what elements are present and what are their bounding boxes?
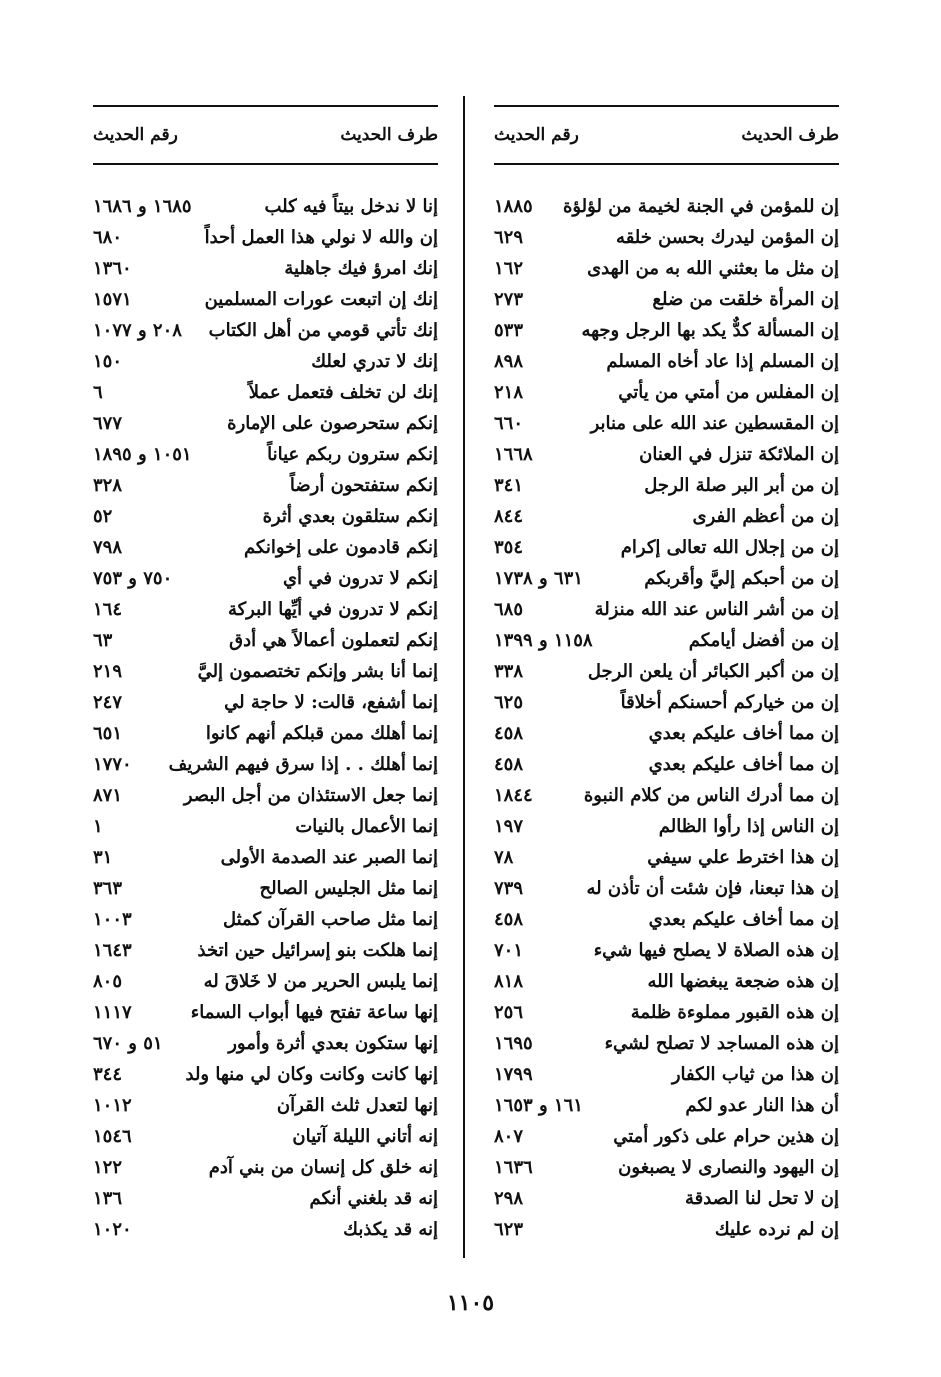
index-entry [494,1152,839,1183]
hadith-number: ٤٥٨ [494,723,524,744]
index-entry [494,346,839,377]
hadith-number: ٣٤٤ [93,1064,123,1085]
hadith-title: إنما أهلك ممن قبلكم أنهم كانوا [205,723,438,744]
index-entry [93,377,438,408]
hadith-number: ٣١ [93,847,113,868]
hadith-number: ١٠٢٠ [93,1219,132,1240]
hadith-number: ١٠٥١ و ١٨٩٥ [93,444,192,465]
index-entry [93,191,438,222]
index-entry [494,439,839,470]
title-header: طرف الحديث [340,125,438,145]
index-entry [494,315,839,346]
hadith-number: ٧٥٠ و ٧٥٣ [93,568,173,589]
hadith-title: إنما مثل الجليس الصالح [259,878,438,899]
hadith-number: ٥٢ [93,506,113,527]
index-entry [494,935,839,966]
right-index-column [494,105,839,1245]
hadith-number: ١٦١ و ١٦٥٣ [494,1095,583,1116]
hadith-title: إن الناس إذا رأوا الظالم [658,816,839,837]
index-entry [93,563,438,594]
hadith-title: إن مثل ما بعثني الله به من الهدى [587,258,839,279]
index-entry [93,532,438,563]
hadith-title: إن المؤمن ليدرك بحسن خلقه [616,227,839,248]
hadith-title: إنما الصبر عند الصدمة الأولى [220,847,438,868]
index-entry [494,1059,839,1090]
hadith-title: إنكم قادمون على إخوانكم [243,537,438,558]
hadith-number: ٢٠٨ و ١٠٧٧ [93,320,182,341]
hadith-title: إن من خياركم أحسنكم أخلاقاً [620,692,839,713]
hadith-title: إن لم نرده عليك [714,1219,839,1240]
hadith-title: إنه أتاني الليلة آتيان [292,1126,438,1147]
hadith-number: ١٦٩٥ [494,1033,533,1054]
index-entry [494,904,839,935]
index-entry [93,346,438,377]
hadith-number: ٢٧٣ [494,289,524,310]
hadith-title: إنما أهلك . . إذا سرق فيهم الشريف [168,754,438,775]
index-entry [93,1059,438,1090]
hadith-title: إن مما أخاف عليكم بعدي [648,754,839,775]
index-entry [93,1183,438,1214]
hadith-title: إنه قد بلغني أنكم [309,1188,438,1209]
hadith-title: إن هذه القبور مملوءة ظلمة [630,1002,839,1023]
hadith-title: إن من أكبر الكبائر أن يلعن الرجل [587,661,839,682]
column-header [93,107,438,165]
index-entry [494,222,839,253]
hadith-number: ١ [93,816,103,837]
index-entry [494,408,839,439]
index-entry [494,997,839,1028]
index-entry [494,625,839,656]
index-entry [93,718,438,749]
index-entry [93,501,438,532]
hadith-number: ١٦٦٨ [494,444,533,465]
index-entry [494,966,839,997]
hadith-number: ٧٠١ [494,940,524,961]
hadith-title: إنكم لتعملون أعمالاً هي أدق [229,630,438,651]
hadith-number: ٧٨ [494,847,514,868]
hadith-title: إنكم لا تدرون في أيِّها البركة [227,599,438,620]
hadith-title: إنما جعل الاستئذان من أجل البصر [183,785,438,806]
hadith-title: إن من أعظم الفرى [692,506,839,527]
number-header: رقم الحديث [93,125,178,145]
hadith-number: ١٥٧١ [93,289,132,310]
hadith-title: إنكم ستحرصون على الإمارة [227,413,438,434]
hadith-title: إن للمؤمن في الجنة لخيمة من لؤلؤة [562,196,839,217]
index-entry [93,873,438,904]
hadith-number: ١٦٨٥ و ١٦٨٦ [93,196,192,217]
hadith-number: ٣٣٨ [494,661,524,682]
hadith-number: ٨٠٧ [494,1126,524,1147]
hadith-title: إنا لا ندخل بيتاً فيه كلب [264,196,438,217]
index-entry [93,904,438,935]
hadith-number: ٦٥١ [93,723,123,744]
index-entry [93,997,438,1028]
hadith-number: ٨٤٤ [494,506,524,527]
hadith-number: ٧٣٩ [494,878,524,899]
hadith-number: ٥٣٣ [494,320,524,341]
hadith-title: إنك لا تدري لعلك [311,351,438,372]
index-entry [93,656,438,687]
index-entry [93,284,438,315]
hadith-title: إنها لتعدل ثلث القرآن [276,1095,438,1116]
hadith-number: ٦٢٣ [494,1219,524,1240]
hadith-title: إنما أنا بشر وإنكم تختصمون إليَّ [197,661,438,682]
hadith-number: ٣٦٣ [93,878,123,899]
hadith-number: ٦٣١ و ١٧٣٨ [494,568,583,589]
hadith-number: ٢١٨ [494,382,524,403]
hadith-title: إن من أفضل أيامكم [688,630,839,651]
hadith-title: إن هذا اخترط علي سيفي [647,847,839,868]
hadith-number: ١٠١٢ [93,1095,132,1116]
index-entry [494,1028,839,1059]
index-entry [93,408,438,439]
index-entry [93,749,438,780]
hadith-number: ١٣٦٠ [93,258,132,279]
hadith-title: إن والله لا نولي هذا العمل أحداً [204,227,438,248]
hadith-number: ٦٧٧ [93,413,123,434]
index-entry [494,1214,839,1245]
hadith-title: إن من أحبكم إليَّ وأقربكم [644,568,839,589]
hadith-number: ٨٩٨ [494,351,524,372]
index-entry [494,501,839,532]
index-entry [93,253,438,284]
hadith-title: إنكم سترون ربكم عياناً [267,444,438,465]
hadith-number: ٤٥٨ [494,754,524,775]
hadith-title: إنما هلكت بنو إسرائيل حين اتخذ [197,940,438,961]
hadith-title: إنك تأتي قومي من أهل الكتاب [208,320,438,341]
index-entry [494,1121,839,1152]
hadith-title: إنه قد يكذبك [343,1219,438,1240]
hadith-number: ١٥٤٦ [93,1126,132,1147]
hadith-number: ٤٥٨ [494,909,524,930]
hadith-title: إنه خلق كل إنسان من بني آدم [208,1157,438,1178]
index-entry [93,935,438,966]
hadith-number: ١٠٠٣ [93,909,132,930]
index-entry [93,222,438,253]
index-entry [494,1090,839,1121]
index-entry [494,470,839,501]
hadith-title: إنها ساعة تفتح فيها أبواب السماء [190,1002,438,1023]
index-entry [93,1028,438,1059]
hadith-title: إنما أشفع، قالت: لا حاجة لي [224,692,438,713]
hadith-number: ٢١٩ [93,661,123,682]
hadith-number: ٢٤٧ [93,692,123,713]
index-entry [93,687,438,718]
hadith-number: ٢٩٨ [494,1188,524,1209]
hadith-number: ٦٢٥ [494,692,524,713]
index-entry [494,563,839,594]
column-header [494,107,839,165]
hadith-number: ٦٢٩ [494,227,524,248]
hadith-title: إن لا تحل لنا الصدقة [684,1188,839,1209]
index-entry [93,470,438,501]
column-divider [463,96,465,1258]
title-header: طرف الحديث [741,125,839,145]
hadith-title: إن هذه المساجد لا تصلح لشيء [604,1033,839,1054]
hadith-title: إنك امرؤ فيك جاهلية [284,258,438,279]
index-entry [494,718,839,749]
hadith-number: ٧٩٨ [93,537,123,558]
hadith-number: ٢٥٦ [494,1002,524,1023]
index-entry [494,811,839,842]
hadith-title: إن المفلس من أمتي من يأتي [618,382,839,403]
index-entry [494,532,839,563]
hadith-number: ٨١٨ [494,971,524,992]
hadith-title: إن هذين حرام على ذكور أمتي [613,1126,839,1147]
index-entry [93,1152,438,1183]
hadith-title: إن هذا تبعنا، فإن شئت أن تأذن له [586,878,839,899]
index-entry [494,191,839,222]
hadith-number: ١٦٤٣ [93,940,132,961]
hadith-number: ١١٥٨ و ١٣٩٩ [494,630,593,651]
hadith-number: ١٨٨٥ [494,196,533,217]
hadith-number: ١٥٠ [93,351,123,372]
hadith-number: ١٩٧ [494,816,524,837]
hadith-number: ١٦٢ [494,258,524,279]
hadith-title: إن هذه ضجعة يبغضها الله [647,971,839,992]
hadith-number: ١٣٦ [93,1188,123,1209]
hadith-title: إن مما أخاف عليكم بعدي [648,723,839,744]
hadith-title: إن هذه الصلاة لا يصلح فيها شيء [593,940,839,961]
hadith-title: إنكم ستلقون بعدي أثرة [262,506,438,527]
index-entry [494,253,839,284]
index-entry [93,594,438,625]
index-entry [93,966,438,997]
hadith-title: إنما مثل صاحب القرآن كمثل [222,909,438,930]
hadith-number: ٨٠٥ [93,971,123,992]
hadith-title: إن مما أدرك الناس من كلام النبوة [583,785,839,806]
hadith-number: ١٨٤٤ [494,785,533,806]
hadith-title: إن مما أخاف عليكم بعدي [648,909,839,930]
hadith-number: ٦ [93,382,103,403]
index-entry [93,780,438,811]
index-entry [494,749,839,780]
hadith-number: ٣٢٨ [93,475,123,496]
index-entry [93,439,438,470]
hadith-title: إن المسألة كدٌّ يكد بها الرجل وجهه [581,320,839,341]
hadith-title: إنها كانت وكانت وكان لي منها ولد [185,1064,438,1085]
hadith-title: إنها ستكون بعدي أثرة وأمور [228,1033,438,1054]
hadith-number: ٦٦٠ [494,413,524,434]
hadith-title: إنما يلبس الحرير من لا خَلاقَ له [203,971,438,992]
hadith-title: إنك إن اتبعت عورات المسلمين [204,289,438,310]
hadith-number: ٣٤١ [494,475,524,496]
index-entry [494,656,839,687]
hadith-title: إن المقسطين عند الله على منابر [590,413,839,434]
hadith-number: ١٢٢ [93,1157,123,1178]
index-entry [93,811,438,842]
index-entry [494,842,839,873]
hadith-title: إن المسلم إذا عاد أخاه المسلم [606,351,839,372]
hadith-title: إن من أبر البر صلة الرجل [644,475,839,496]
hadith-title: إنكم ستفتحون أرضاً [289,475,438,496]
hadith-number: ٦٨٠ [93,227,123,248]
index-entry [93,625,438,656]
hadith-number: ١١١٧ [93,1002,132,1023]
index-entry [93,1121,438,1152]
entry-list [93,191,438,1245]
index-entry [93,842,438,873]
hadith-number: ١٧٧٠ [93,754,132,775]
hadith-title: إن من إجلال الله تعالى إكرام [620,537,839,558]
index-entry [93,1214,438,1245]
hadith-title: إنك لن تخلف فتعمل عملاً [248,382,438,403]
hadith-title: إنكم لا تدرون في أي [282,568,438,589]
entry-list [494,191,839,1245]
hadith-number: ٥١ و ٦٧٠ [93,1033,163,1054]
hadith-number: ١٧٩٩ [494,1064,533,1085]
hadith-number: ٨٧١ [93,785,123,806]
index-entry [494,873,839,904]
hadith-number: ٦٨٥ [494,599,524,620]
hadith-title: إنما الأعمال بالنيات [295,816,438,837]
index-entry [494,780,839,811]
hadith-title: أن هذا النار عدو لكم [685,1095,839,1116]
index-entry [494,687,839,718]
hadith-number: ١٦٣٦ [494,1157,533,1178]
page-number: ١١٠٥ [446,1290,495,1316]
index-entry [494,284,839,315]
index-entry [93,1090,438,1121]
hadith-title: إن هذا من ثياب الكفار [671,1064,839,1085]
hadith-number: ١٦٤ [93,599,123,620]
index-entry [494,377,839,408]
index-entry [494,1183,839,1214]
hadith-title: إن من أشر الناس عند الله منزلة [594,599,839,620]
hadith-title: إن اليهود والنصارى لا يصبغون [618,1157,839,1178]
hadith-title: إن المرأة خلقت من ضلع [652,289,839,310]
index-entry [93,315,438,346]
hadith-number: ٦٣ [93,630,113,651]
index-entry [494,594,839,625]
hadith-number: ٣٥٤ [494,537,524,558]
hadith-title: إن الملائكة تنزل في العنان [639,444,839,465]
number-header: رقم الحديث [494,125,579,145]
left-index-column [93,105,438,1245]
